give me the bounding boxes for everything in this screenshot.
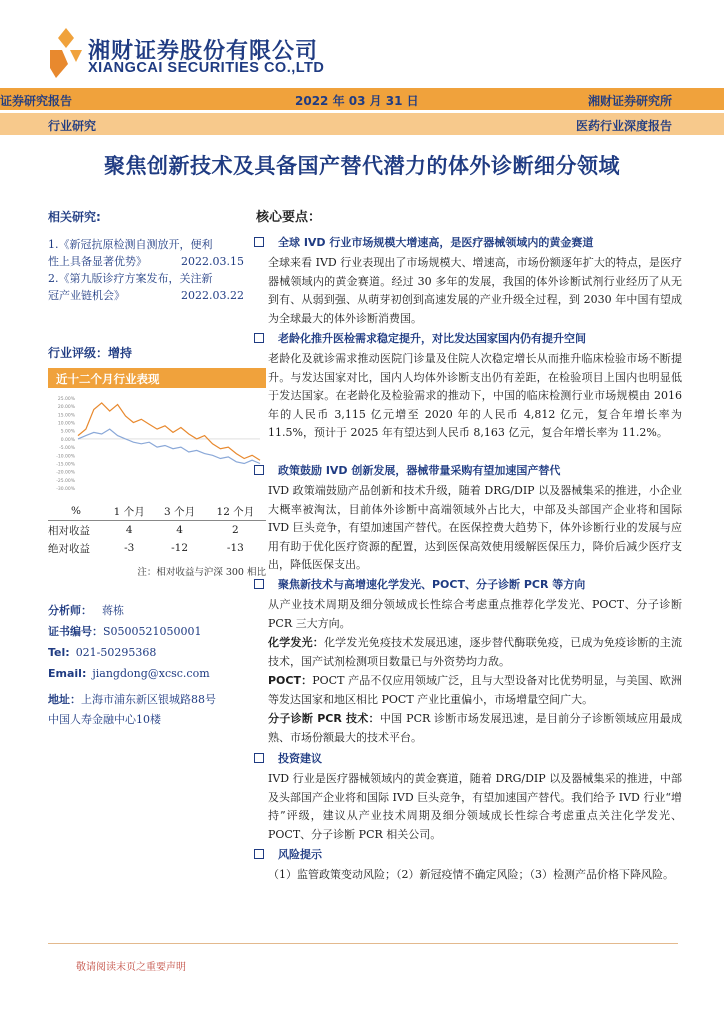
checkbox-icon (254, 579, 264, 589)
y-tick-label: -25.00% (56, 478, 75, 484)
related-item[interactable]: 2.《第九版诊疗方案发布，关注新 冠产业链机会》 2022.03.22 (48, 272, 244, 302)
table-row: 相对收益 4 4 2 (48, 524, 239, 537)
table-header-row: % 1 个月 3 个月 12 个月 (48, 502, 266, 521)
y-tick-label: -5.00% (59, 446, 75, 452)
paragraph-risk: （1）监管政策变动风险；（2）新冠疫情不确定风险；（3）检测产品价格下降风险。 (268, 868, 674, 881)
y-tick-label: 15.00% (57, 413, 75, 419)
company-name-en: XIANGCAI SECURITIES CO.,LTD (88, 60, 325, 76)
bullet-heading-4: 聚焦新技术与高增速化学发光、POCT、分子诊断 PCR 等方向 (254, 576, 585, 592)
y-tick-label: 20.00% (57, 405, 75, 411)
paragraph-investment: IVD 行业是医疗器械领域内的黄金赛道，随着 DRG/DIP 以及器械集采的推进，中部及头部国产企业将和国际 IVD 巨头竞争，有望加速国产替代。我们给予 IVD 行业“增持”评级，建议从产业技术周期及细分领域成长性综合考虑重点关注化学发光、POCT、分子诊断 PCR 相关公司。 (268, 772, 682, 841)
performance-note: 注：相对收益与沪深 300 相比 (137, 567, 266, 578)
table-row: 绝对收益 -3 -12 -13 (48, 542, 244, 555)
report-type: 证券研究报告 (0, 94, 73, 108)
y-tick-label: -20.00% (56, 470, 75, 476)
y-tick-label: 25.00% (57, 397, 75, 402)
research-category: 行业研究 (48, 119, 97, 133)
related-research-heading: 相关研究: (48, 210, 101, 224)
key-points-heading: 核心要点： (256, 210, 322, 225)
performance-heading-bar (48, 368, 266, 388)
y-tick-label: -30.00% (56, 487, 75, 492)
footer-disclaimer[interactable]: 敬请阅读末页之重要声明 (76, 962, 186, 973)
y-tick-label: 5.00% (60, 429, 75, 435)
paragraph-chemiluminescence: 化学发光：化学发光免疫技术发展迅速，逐步替代酶联免疫，已成为免疫诊断的主流技术，国产试剂检测项目数量已与外资势均力敌。 (268, 636, 683, 668)
header-bar-secondary (0, 113, 724, 135)
y-tick-label: -10.00% (56, 454, 75, 460)
bullet-heading-2: 老龄化推升医检需求稳定提升，对比发达国家国内仍有提升空间 (254, 330, 586, 346)
y-tick-label: -15.00% (56, 462, 75, 468)
report-title: 聚焦创新技术及具备国产替代潜力的体外诊断细分领域 (104, 154, 620, 178)
industry-rating: 行业评级：增持 (48, 346, 133, 360)
footer-divider (48, 943, 678, 944)
paragraph-1: 全球来看 IVD 行业表现出了市场规模大、增速高，市场份额逐年扩大的特点，是医疗器械领域内的黄金赛道。经过 30 多年的发展，我国的体外诊断试剂行业经历了从无到有、从弱到强、从萌芽初创到高速发展的产业升级全过程，到 2030 年中国有望成为全球最大的体外诊断消费国。 (268, 256, 682, 325)
checkbox-icon (254, 333, 264, 343)
paragraph-4: 从产业技术周期及细分领域成长性综合考虑重点推荐化学发光、POCT、分子诊断 PCR 三大方向。 (268, 598, 682, 630)
checkbox-icon (254, 465, 264, 475)
related-item[interactable]: 1.《新冠抗原检测自测放开，便利 性上具备显著优势》 2022.03.15 (48, 238, 244, 268)
checkbox-icon (254, 753, 264, 763)
related-research-list (48, 236, 244, 304)
analyst-email-link[interactable]: jiangdong@xcsc.com (92, 667, 210, 680)
paragraph-pcr: 分子诊断 PCR 技术：中国 PCR 诊断市场发展迅速，是目前分子诊断领域应用最成熟、市场份额最大的技术平台。 (268, 712, 683, 744)
paragraph-3: IVD 政策端鼓励产品创新和技术升级，随着 DRG/DIP 以及器械集采的推进，小企业大概率被淘汰，目前体外诊断中高端领域外占比大，中部及头部国产企业将和国际 IVD 巨头竞争，有望加速国产替代。在医保控费大趋势下，体外诊断行业的发展与应用有助于优化医疗资源的配置，达到医保高效使用缓解医保压力，降价后减少医疗支出，降低医保支出。 (268, 484, 682, 572)
paragraph-poct: POCT：POCT 产品不仅应用领域广泛，且与大型设备对比优势明显，与美国、欧洲等发达国家和地区相比 POCT 产业比重偏小，市场增量空间广大。 (268, 674, 682, 706)
performance-chart (48, 392, 266, 496)
report-date: 2022 年 03 月 31 日 (295, 94, 419, 108)
bullet-heading-5: 投资建议 (254, 750, 322, 766)
company-name-cn: 湘财证券股份有限公司 (88, 39, 319, 64)
bullet-heading-1: 全球 IVD 行业市场规模大增速高，是医疗器械领域内的黄金赛道 (254, 234, 593, 250)
report-subtype: 医药行业深度报告 (575, 119, 672, 133)
address-info: 地址：上海市浦东新区银城路88号 中国人寿金融中心10楼 (48, 693, 216, 726)
header-bar-primary (0, 88, 724, 110)
y-tick-label: 10.00% (57, 421, 75, 427)
series-line-2 (78, 429, 260, 463)
research-institute: 湘财证券研究所 (587, 94, 672, 108)
performance-heading: 近十二个月行业表现 (56, 372, 160, 386)
bullet-heading-3: 政策鼓励 IVD 创新发展，器械带量采购有望加速国产替代 (254, 462, 560, 478)
checkbox-icon (254, 237, 264, 247)
paragraph-2: 老龄化及就诊需求推动医院门诊量及住院人次稳定增长从而推升临床检验市场不断提升。与发达国家对比，国内人均体外诊断支出仍有差距，在检验项目上国内也明显低于发达国家。在老龄化及检验需求的推动下，中国的临床检测行业市场规模由 2016 年的人民币 3,115 亿元增至 2020 年的人民币 4,812 亿元，复合年增长率为 11.5%，预计于 2025 年有望达到人民币 8,163 亿元，复合年增长率为 11.2%。 (268, 352, 682, 440)
company-logo-icon (48, 28, 84, 78)
y-tick-label: 0.00% (60, 437, 75, 443)
checkbox-icon (254, 849, 264, 859)
performance-table (48, 502, 266, 557)
analyst-info: 分析师： 蒋栋 证书编号：S0500521050001 Tel: 021-50295368 Email: jiangdong@xcsc.com (48, 604, 210, 680)
bullet-heading-6: 风险提示 (254, 846, 322, 862)
